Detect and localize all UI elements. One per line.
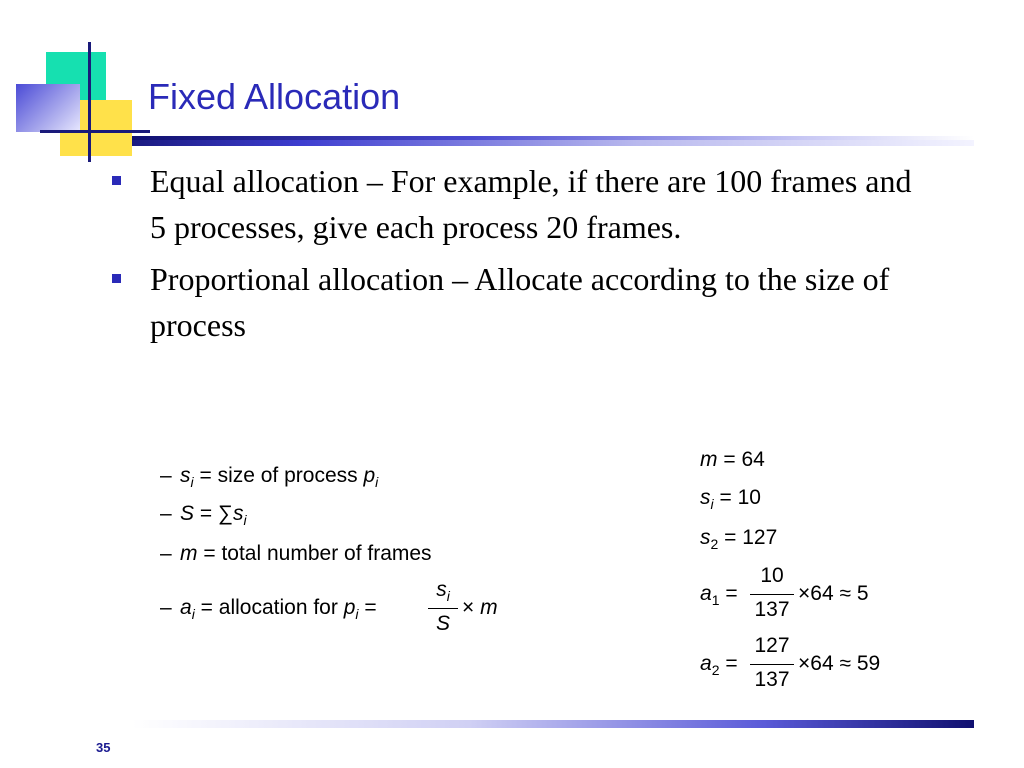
definitions-block <box>160 460 540 650</box>
example-m: m = 64 <box>700 448 765 471</box>
fraction-denominator: S <box>435 612 450 635</box>
slide-title: Fixed Allocation <box>148 76 401 117</box>
fraction-bar <box>750 594 794 595</box>
allocation-multiplier: × m <box>462 596 498 619</box>
example-a2: $a_2$ = <box>700 652 738 678</box>
fraction-bar <box>428 608 458 609</box>
page-number: 35 <box>96 740 111 755</box>
definition-size: – $s_i$ = size of process $p_i$ <box>160 464 379 490</box>
bullet-text: Equal allocation – For example, if there are 100 frames and 5 processes, give each process 20 frames. <box>150 163 912 245</box>
footer-rule <box>132 720 974 728</box>
fraction-bar <box>750 664 794 665</box>
a2-numerator: 127 <box>754 634 790 657</box>
a2-result: ×64 ≈ 59 <box>798 652 881 675</box>
definition-frames: – m = total number of frames <box>160 542 432 565</box>
example-a1: $a_1$ = <box>700 582 738 608</box>
decor-horizontal-line <box>40 130 150 133</box>
example-si: $s_i = 10$ <box>700 486 761 512</box>
title-rule <box>132 136 974 146</box>
a2-denominator: 137 <box>754 668 790 691</box>
decor-purple-square <box>16 84 80 132</box>
decor-vertical-line <box>88 42 91 162</box>
a1-result: ×64 ≈ 5 <box>798 582 869 605</box>
a1-numerator: 10 <box>760 564 784 587</box>
bullet-item <box>112 256 932 348</box>
example-block <box>700 448 940 698</box>
definition-allocation: – $a_i$ = allocation for $p_i$ = <box>160 596 377 622</box>
bullet-item <box>112 158 932 250</box>
definition-total-size: – $S = \sum s_i$ <box>160 502 247 528</box>
a1-denominator: 137 <box>754 598 790 621</box>
example-s2: $s_2 = 127$ <box>700 526 778 552</box>
bullet-text: Proportional allocation – Allocate according to the size of process <box>150 261 890 343</box>
fraction-numerator: $s_i$ <box>436 578 450 604</box>
square-bullet-icon <box>112 176 121 185</box>
square-bullet-icon <box>112 274 121 283</box>
bullet-list <box>112 158 932 354</box>
